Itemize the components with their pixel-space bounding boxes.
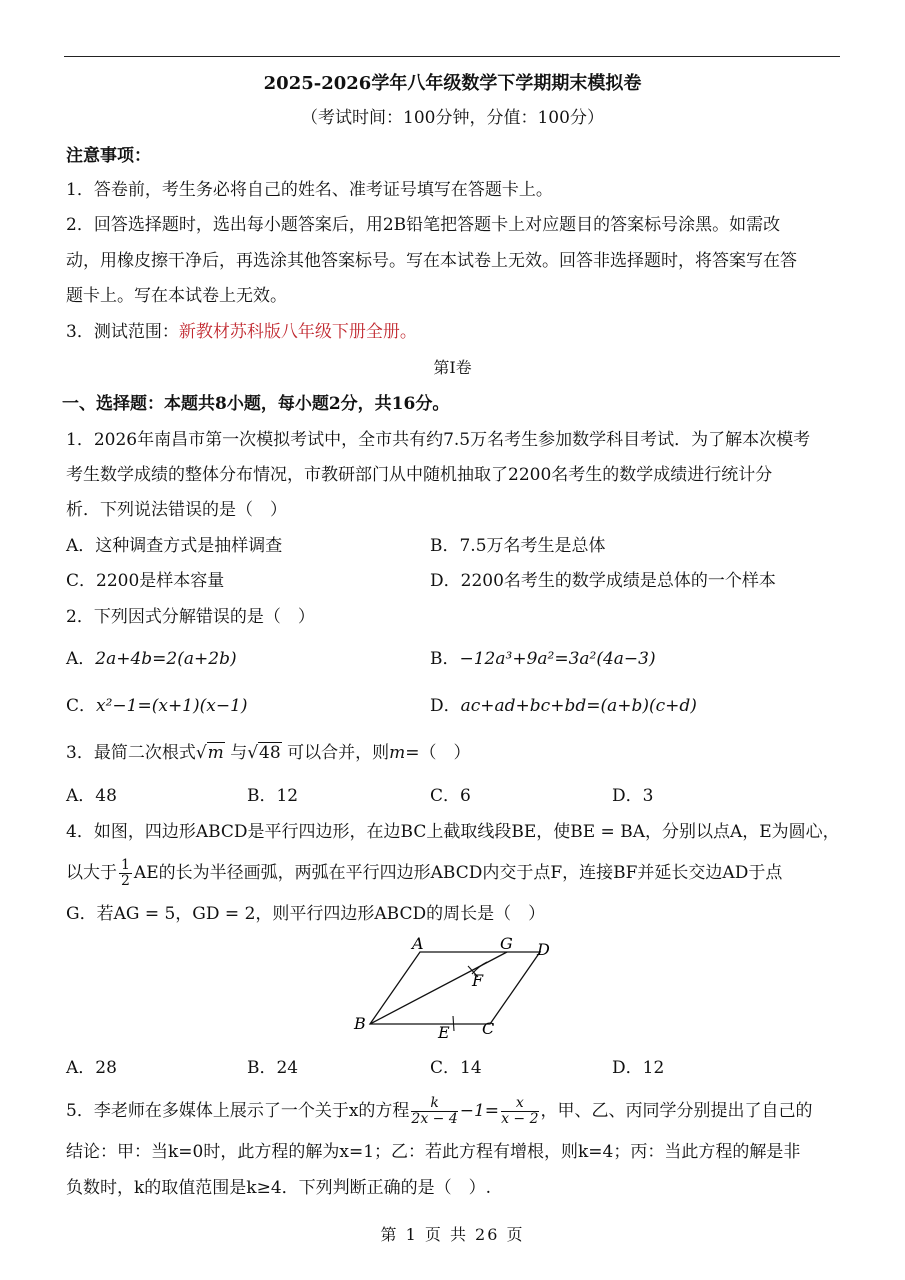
note-3 [66, 320, 843, 344]
q4-option-b: B．24 [247, 1058, 299, 1078]
q1-option-c: C．2200是样本容量 [66, 571, 225, 591]
q3-text-3: 可以合并，则 [287, 743, 390, 763]
parallelogram-abcd [370, 952, 540, 1024]
q1-line-1: 1．2026年南昌市第一次模拟考试中，全市共有约7.5万名考生参加数学科目考试．为了解本次模考 [66, 430, 811, 450]
q2-option-b-expr: −12a³+9a²=3a²(4a−3) [459, 649, 656, 669]
label-a: A [412, 934, 424, 953]
notes-heading: 注意事项： [66, 146, 151, 166]
q5-fraction-2 [501, 1096, 538, 1127]
q3-text-1: 3．最简二次根式 [66, 743, 196, 763]
label-e: E [438, 1023, 450, 1042]
q2-stem: 2．下列因式分解错误的是（ ） [66, 607, 315, 627]
page-title: 2025-2026学年八年级数学下学期期末模拟卷 [263, 73, 642, 94]
label-f: F [472, 971, 484, 990]
q4-line-3: G．若AG = 5，GD = 2，则平行四边形ABCD的周长是（ ） [66, 904, 546, 924]
q3-option-c: C．6 [430, 786, 471, 806]
q5-fraction-1 [411, 1096, 457, 1127]
q4-line-2 [66, 858, 843, 889]
note-2-line-1: 2．回答选择题时，选出每小题答案后，用2B铅笔把答题卡上对应题目的答案标号涂黑。如需改 [66, 215, 781, 235]
label-g: G [500, 934, 513, 953]
q2-option-b [430, 647, 656, 671]
q5-fraction-2-num: x [501, 1096, 538, 1112]
section-heading: 一、选择题：本题共8小题，每小题2分，共16分。 [62, 394, 450, 414]
q4-text-a: 以大于 [66, 863, 117, 883]
label-d: D [537, 940, 550, 959]
q1-option-b: B．7.5万名考生是总体 [430, 536, 606, 556]
half-denominator: 2 [121, 873, 130, 889]
q3-text-4: =（ ） [405, 743, 471, 763]
arc-mark-e [453, 1016, 454, 1031]
top-rule [64, 56, 840, 57]
q5-fraction-2-den: x − 2 [501, 1111, 539, 1127]
q3-text-2: 与 [230, 743, 248, 763]
half-fraction [119, 858, 132, 889]
page-footer: 第 1 页 共 26 页 [380, 1225, 525, 1244]
q3-option-d: D．3 [612, 786, 654, 806]
q5-line-3: 负数时，k的取值范围是k≥4．下列判断正确的是（ ）. [66, 1178, 492, 1198]
exam-subtitle: （考试时间：100分钟，分值：100分） [301, 108, 604, 128]
q2-option-c-expr: x²−1=(x+1)(x−1) [96, 696, 248, 716]
q2-option-d-expr: ac+ad+bc+bd=(a+b)(c+d) [460, 696, 697, 716]
q2-option-a [66, 647, 237, 671]
q1-line-3: 析．下列说法错误的是（ ） [66, 500, 287, 520]
q4-option-d: D．12 [612, 1058, 665, 1078]
volume-heading: 第Ⅰ卷 [433, 358, 472, 377]
q5-fraction-1-num: k [411, 1096, 457, 1112]
q2-option-d [430, 694, 697, 718]
q2-option-a-label: A． [66, 649, 96, 669]
q3-option-b: B．12 [247, 786, 299, 806]
q5-text-a: 5．李老师在多媒体上展示了一个关于x的方程 [66, 1101, 410, 1121]
note-2-line-3: 题卡上。写在本试卷上无效。 [66, 286, 287, 306]
q1-line-2: 考生数学成绩的整体分布情况，市教研部门从中随机抽取了2200名考生的数学成绩进行统计分 [66, 465, 773, 485]
note-2-line-2: 动，用橡皮擦干净后，再选涂其他答案标号。写在本试卷上无效。回答非选择题时，将答案写在答 [66, 251, 797, 271]
half-numerator: 1 [121, 857, 130, 873]
q1-option-d: D．2200名考生的数学成绩是总体的一个样本 [430, 571, 776, 591]
q2-option-b-label: B． [430, 649, 460, 669]
q4-option-a: A．28 [66, 1058, 117, 1078]
q2-option-c-label: C． [66, 696, 97, 716]
label-c: C [482, 1019, 495, 1038]
q4-option-c: C．14 [430, 1058, 482, 1078]
label-b: B [354, 1014, 366, 1033]
q3-radicand-48: 48 [259, 743, 281, 763]
q5-text-b: −1= [459, 1101, 500, 1121]
q3-stem: 3．最简二次根式√m 与√48 可以合并，则m=（ ） [66, 743, 471, 763]
test-scope: 新教材苏科版八年级下册全册。 [178, 322, 417, 342]
note-3-prefix: 3．测试范围： [66, 322, 179, 342]
q2-option-d-label: D． [430, 696, 461, 716]
q4-line-1: 4．如图，四边形ABCD是平行四边形，在边BC上截取线段BE，使BE = BA，分别以点A，E为圆心， [66, 822, 840, 842]
parallelogram-figure [340, 930, 570, 1045]
q3-radicand-m: m [207, 743, 224, 763]
q5-line-2: 结论：甲：当k=0时，此方程的解为x=1；乙：若此方程有增根，则k=4；丙：当此方程的解是非 [66, 1142, 801, 1162]
q1-option-a: A．这种调查方式是抽样调查 [66, 536, 283, 556]
q2-option-a-expr: 2a+4b=2(a+2b) [95, 649, 237, 669]
q5-fraction-1-den: 2x − 4 [411, 1111, 458, 1127]
q3-option-a: A．48 [66, 786, 117, 806]
q4-text-b: AE的长为半径画弧，两弧在平行四边形ABCD内交于点F，连接BF并延长交边AD于点 [133, 863, 783, 883]
q5-text-c: ，甲、乙、丙同学分别提出了自己的 [540, 1101, 813, 1121]
q3-var-m: m [389, 743, 406, 763]
q2-option-c [66, 694, 248, 718]
q5-line-1 [66, 1096, 843, 1127]
note-1: 1．答卷前，考生务必将自己的姓名、准考证号填写在答题卡上。 [66, 180, 553, 200]
